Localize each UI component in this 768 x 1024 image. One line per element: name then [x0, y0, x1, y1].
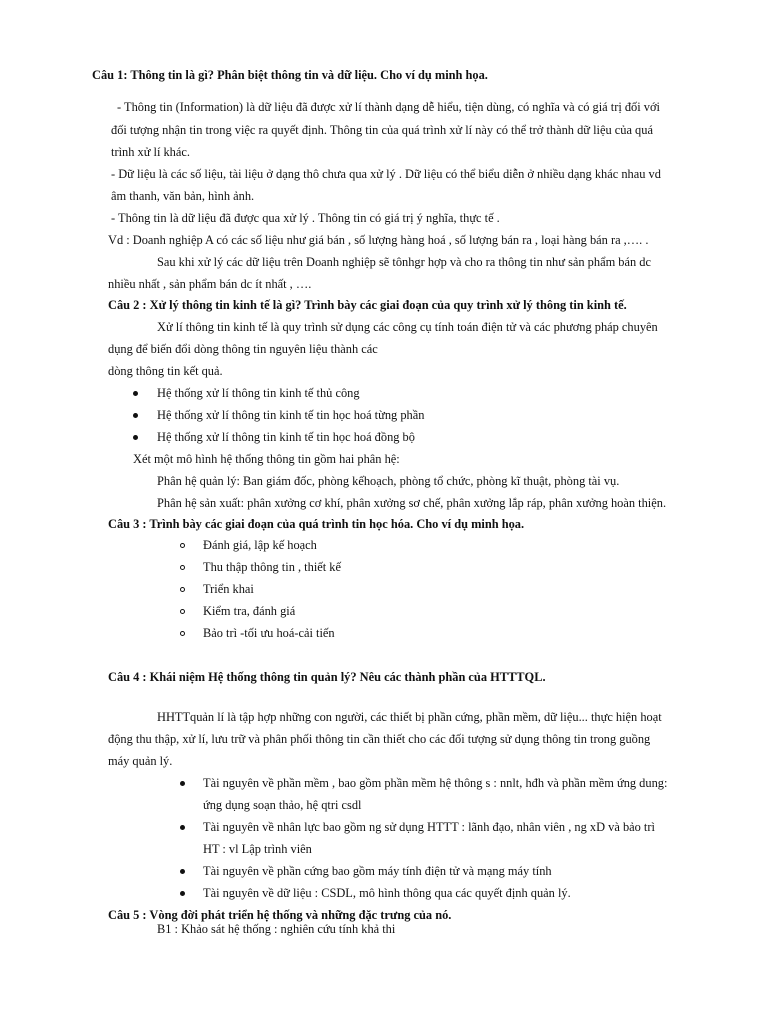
q1-info-line: trình xử lí khác. — [111, 145, 190, 159]
circle-bullet-icon — [180, 587, 185, 592]
bullet-icon — [133, 413, 138, 418]
q2-definition-line: dòng thông tin kết quả. — [108, 364, 223, 378]
q3-stage-item: Triển khai — [203, 582, 254, 596]
q4-component-item: Tài nguyên về phần mềm , bao gồm phần mềm hệ thông s : nnlt, hđh và phần mềm ứng dung: — [203, 776, 668, 790]
q1-example: Vd : Doanh nghiệp A có các số liệu như giá bán , số lượng hàng hoá , số lượng bán ra , loại hàng bán ra ,…. . — [108, 233, 649, 247]
q2-bullet-item: Hệ thống xử lí thông tin kinh tế tin học hoá đồng bộ — [157, 430, 415, 444]
q4-component-item: HT : vl Lập trình viên — [203, 842, 312, 856]
q3-stage-item: Đánh giá, lập kế hoạch — [203, 538, 317, 552]
bullet-icon — [180, 891, 185, 896]
q1-example-result: nhiều nhất , sản phẩm bán dc ít nhất , …. — [108, 277, 312, 291]
q2-production-subsystem: Phân hệ sản xuất: phân xưởng cơ khí, phân xưởng sơ chế, phân xưởng lắp ráp, phân xưởng hoàn thiện. — [157, 496, 667, 510]
q5-title: Câu 5 : Vòng đời phát triển hệ thống và những đặc trưng của nó. — [108, 908, 452, 922]
q4-definition-line: máy quản lý. — [108, 754, 173, 768]
q1-data-line: âm thanh, văn bản, hình ảnh. — [111, 189, 255, 203]
q2-definition-line: dụng để biến đổi dòng thông tin nguyên liệu thành các — [108, 342, 378, 356]
q2-bullet-item: Hệ thống xử lí thông tin kinh tế thủ công — [157, 386, 360, 400]
q1-diff-line: - Thông tin là dữ liệu đã được qua xử lý . Thông tin có giá trị ý nghĩa, thực tế . — [111, 211, 500, 225]
circle-bullet-icon — [180, 543, 185, 548]
q2-definition-line: Xử lí thông tin kinh tế là quy trình sử dụng các công cụ tính toán điện tử và các phương pháp chuyên — [157, 320, 658, 334]
q2-bullet-item: Hệ thống xử lí thông tin kinh tế tin học hoá từng phần — [157, 408, 425, 422]
q3-stage-item: Kiểm tra, đánh giá — [203, 604, 296, 618]
q3-stage-item: Thu thập thông tin , thiết kế — [203, 560, 341, 574]
q4-component-item: Tài nguyên về nhân lực bao gồm ng sử dụng HTTT : lãnh đạo, nhân viên , ng xD và bảo trì — [203, 820, 655, 834]
q4-component-item: ứng dụng soạn thảo, hệ qtri csdl — [203, 798, 362, 812]
bullet-icon — [133, 435, 138, 440]
q1-example-result: Sau khi xử lý các dữ liệu trên Doanh nghiệp sẽ tônhgr hợp và cho ra thông tin như sản phẩm bán dc — [157, 255, 651, 269]
q2-model-intro: Xét một mô hình hệ thống thông tin gồm hai phân hệ: — [133, 452, 400, 466]
bullet-icon — [133, 391, 138, 396]
q1-title: Câu 1: Thông tin là gì? Phân biệt thông tin và dữ liệu. Cho ví dụ minh họa. — [92, 68, 488, 82]
bullet-icon — [180, 781, 185, 786]
circle-bullet-icon — [180, 631, 185, 636]
q1-info-line: - Thông tin (Information) là dữ liệu đã được xử lí thành dạng dễ hiểu, tiện dùng, có nghĩa và có giá trị đối với — [117, 100, 660, 114]
q5-step-1: B1 : Khảo sát hệ thống : nghiên cứu tính khả thi — [157, 922, 396, 936]
q4-definition-line: HHTTquản lí là tập hợp những con người, các thiết bị phần cứng, phần mềm, dữ liệu... thực hiện hoạt — [157, 710, 662, 724]
q2-title: Câu 2 : Xử lý thông tin kinh tế là gì? Trình bày các giai đoạn của quy trình xử lý thông tin kinh tế. — [108, 298, 627, 312]
q4-component-item: Tài nguyên về phần cứng bao gồm máy tính điện tử và mạng máy tính — [203, 864, 552, 878]
q2-management-subsystem: Phân hệ quản lý: Ban giám đốc, phòng kếhoạch, phòng tổ chức, phòng kĩ thuật, phòng tài vụ. — [157, 474, 620, 488]
q3-title: Câu 3 : Trình bày các giai đoạn của quá trình tin học hóa. Cho ví dụ minh họa. — [108, 517, 525, 531]
circle-bullet-icon — [180, 565, 185, 570]
q1-data-line: - Dữ liệu là các số liệu, tài liệu ở dạng thô chưa qua xử lý . Dữ liệu có thể biểu diễn ở nhiều dạng khác nhau vd — [111, 167, 661, 181]
bullet-icon — [180, 869, 185, 874]
q4-component-item: Tài nguyên về dữ liệu : CSDL, mô hình thông qua các quyết định quản lý. — [203, 886, 571, 900]
q4-title: Câu 4 : Khái niệm Hệ thống thông tin quản lý? Nêu các thành phần của HTTTQL. — [108, 670, 546, 684]
bullet-icon — [180, 825, 185, 830]
q3-stage-item: Bảo trì -tối ưu hoá-cải tiến — [203, 626, 335, 640]
circle-bullet-icon — [180, 609, 185, 614]
q4-definition-line: động thu thập, xử lí, lưu trữ và phân phối thông tin cần thiết cho các đối tượng sử dụng thông tin trong guồng — [108, 732, 651, 746]
q1-info-line: đối tượng nhận tin trong việc ra quyết định. Thông tin của quá trình xử lí này có thể trở thành dữ liệu của quá — [111, 123, 653, 137]
